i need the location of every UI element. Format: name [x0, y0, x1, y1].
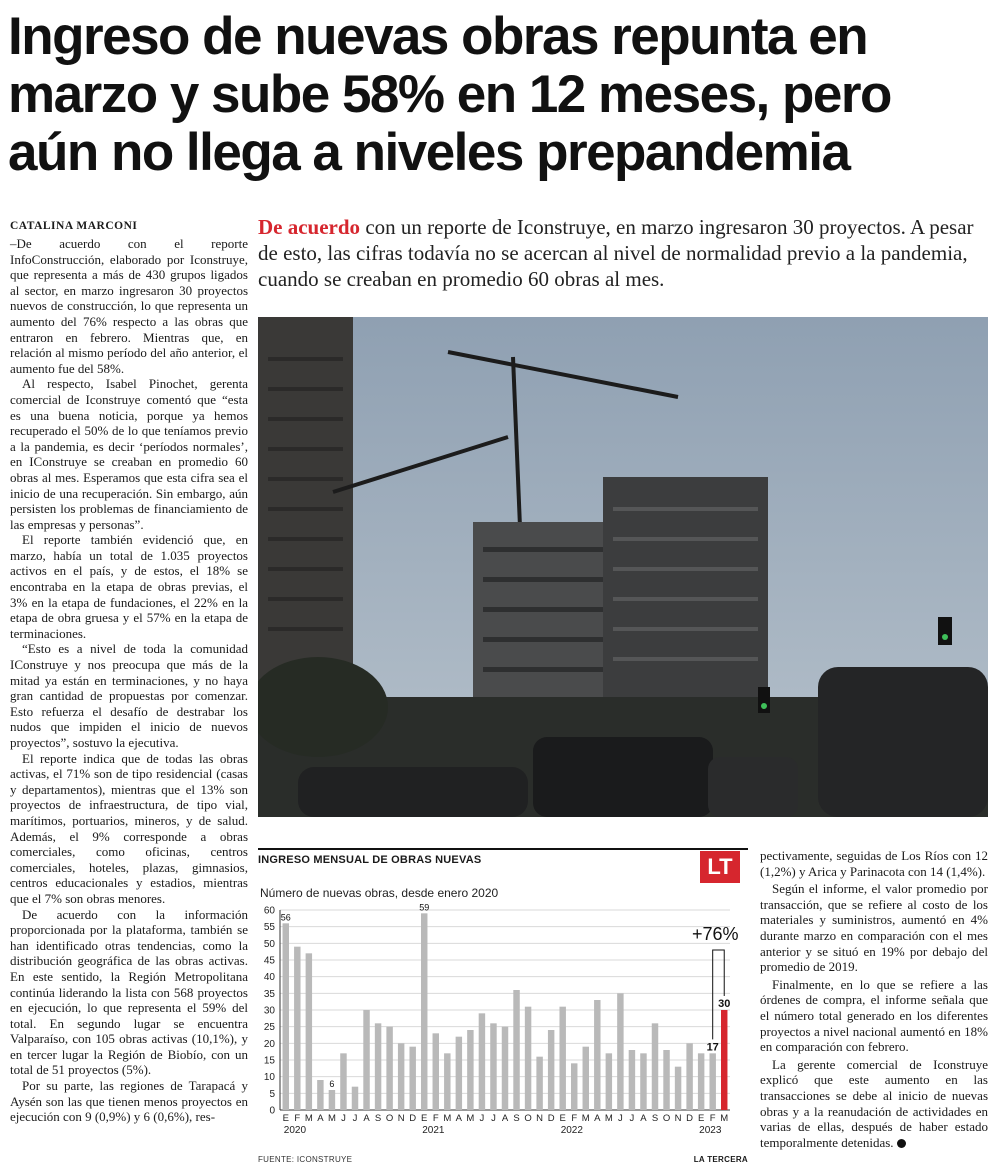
y-tick-label: 25	[263, 1022, 275, 1034]
bar	[456, 1037, 462, 1110]
bar	[606, 1053, 612, 1110]
bar	[513, 990, 519, 1110]
bar	[306, 953, 312, 1110]
y-tick-label: 55	[263, 922, 275, 934]
chart-source: FUENTE: ICONSTRUYE	[258, 1155, 353, 1164]
bar	[467, 1030, 473, 1110]
x-tick-label: M	[443, 1113, 452, 1124]
paragraph: Según el informe, el valor promedio por transacción, que se refiere al costo de los materiales y suministros, aumentó en 4% durante marzo en comparación con el mes anterior y se situó en 19% por debajo del promedio de 2019.	[760, 881, 988, 975]
x-tick-label: E	[421, 1113, 428, 1124]
bar	[409, 1047, 415, 1110]
year-label: 2021	[422, 1125, 445, 1136]
x-tick-label: A	[317, 1113, 324, 1124]
x-tick-label: D	[686, 1113, 694, 1124]
y-tick-label: 60	[263, 905, 275, 917]
bar	[502, 1027, 508, 1110]
x-tick-label: S	[374, 1113, 382, 1124]
paragraph: De acuerdo con la información proporcionada por la plataforma, también se han identificado otras tendencias, como la distribución geográfica de las obras activas. En este sentido, la Región Metropolitana continúa liderando la lista con 568 proyectos en ejecución, lo que representa el 59% del total. En segundo lugar se encuentra Valparaíso, con 105 obras activas (10,1%), y en tercer lugar la Región de Biobío, con un total de 51 proyectos (5%).	[10, 906, 248, 1078]
paragraph-text: La gerente comercial de Iconstruye explicó que este aumento en las transacciones se debe al inicio de nuevas obras y a la reanudación de actividades en varias de ellas, después de haber estado temporalmente detenidas.	[760, 1056, 988, 1150]
y-tick-label: 40	[263, 972, 275, 984]
bar	[398, 1043, 404, 1110]
y-tick-label: 50	[263, 938, 275, 950]
body-column-right	[760, 848, 988, 1152]
x-tick-label: A	[640, 1113, 647, 1124]
data-label: 17	[706, 1041, 719, 1054]
bar	[375, 1023, 381, 1110]
bar	[444, 1053, 450, 1110]
x-tick-label: J	[491, 1113, 496, 1124]
y-tick-label: 0	[269, 1105, 275, 1117]
data-label: 6	[329, 1079, 335, 1089]
bar	[571, 1063, 577, 1110]
x-tick-label: F	[432, 1113, 439, 1124]
x-tick-label: A	[501, 1113, 509, 1124]
x-tick-label: A	[363, 1113, 370, 1124]
x-tick-label: O	[662, 1113, 671, 1124]
bar	[283, 923, 289, 1110]
chart-brand: LA TERCERA	[693, 1155, 748, 1164]
paragraph	[760, 1057, 988, 1151]
x-tick-label: O	[385, 1113, 394, 1124]
x-tick-label: M	[304, 1113, 313, 1124]
x-tick-label: E	[697, 1113, 705, 1124]
paragraph: “Esto es a nivel de toda la comunidad IConstruye y nos preocupa que más de la mitad ya están en terminaciones, y no haya gran cantidad de propuestas por comenzar. Esto refuerza el desafío de destrabar los nudos que impiden el inicio de nuevos proyectos”, sostuvo la ejecutiva.	[10, 641, 248, 750]
y-tick-label: 20	[263, 1038, 275, 1050]
x-tick-label: N	[674, 1113, 682, 1124]
bar	[721, 1010, 727, 1110]
lead-kicker: De acuerdo	[258, 215, 361, 239]
end-of-article-icon: P	[897, 1139, 906, 1148]
bar	[698, 1053, 704, 1110]
bar	[675, 1067, 681, 1110]
bar	[617, 993, 623, 1110]
paragraph: pectivamente, seguidas de Los Ríos con 12 (1,2%) y Arica y Parinacota con 14 (1,4%).	[760, 848, 988, 879]
bar	[709, 1053, 715, 1110]
chart-subtitle: Número de nuevas obras, desde enero 2020	[260, 886, 499, 900]
data-label: 59	[419, 902, 430, 913]
x-tick-label: F	[571, 1113, 578, 1124]
bar	[329, 1090, 335, 1110]
y-tick-label: 35	[263, 988, 275, 1000]
bar	[294, 947, 300, 1110]
bar	[640, 1053, 646, 1110]
x-tick-label: O	[524, 1113, 532, 1124]
byline: CATALINA MARCONI	[10, 220, 138, 232]
bar	[421, 913, 427, 1110]
photo-illustration	[258, 317, 988, 817]
bar	[629, 1050, 635, 1110]
la-tercera-logo: LT	[700, 851, 740, 883]
x-tick-label: J	[352, 1113, 358, 1124]
x-tick-label: N	[536, 1113, 544, 1124]
paragraph: Al respecto, Isabel Pinochet, gerenta comercial de Iconstruye comentó que “esta es una buena noticia, porque ya hemos recuperado el 50% de lo que teníamos previo a la pandemia, es decir ‘períodos normales’, en IConstruye se creaban en promedio 60 obras al mes. Esperamos que esta cifra sea el inicio de una recuperación. Sin embargo, aún persisten los problemas de financiamiento de las empresas y personas”.	[10, 376, 248, 532]
chart-title: INGRESO MENSUAL DE OBRAS NUEVAS	[258, 854, 482, 866]
y-tick-label: 15	[263, 1055, 275, 1067]
x-tick-label: D	[409, 1113, 417, 1124]
x-tick-label: M	[720, 1113, 729, 1124]
bar	[386, 1027, 392, 1110]
chart-plot	[258, 898, 748, 1150]
lead-text: con un reporte de Iconstruye, en marzo ingresaron 30 proyectos. A pesar de esto, las cifras todavía no se acercan al nivel de normalidad previo a la pandemia, cuando se creaban en promedio 60 obras al mes.	[258, 215, 974, 291]
bar	[594, 1000, 600, 1110]
y-tick-label: 45	[263, 955, 275, 967]
paragraph: –De acuerdo con el reporte InfoConstrucción, elaborado por Iconstruye, que representa a más de 430 grupos ligados al sector, en marzo ingresaron 30 proyectos nuevos de construcción, lo que representa un aumento del 76% respecto a las obras que entraron en febrero. Mientras que, en relación al mismo período del año anterior, el aumento fue del 58%.	[10, 236, 248, 376]
headline: Ingreso de nuevas obras repunta en marzo y sube 58% en 12 meses, pero aún no llega a niveles prepandemia	[8, 7, 891, 182]
year-label: 2020	[283, 1125, 307, 1136]
data-label: 56	[280, 912, 291, 923]
x-tick-label: E	[282, 1113, 289, 1124]
x-tick-label: A	[455, 1113, 463, 1124]
y-tick-label: 30	[263, 1005, 275, 1017]
x-tick-label: J	[341, 1113, 346, 1124]
bar	[340, 1053, 346, 1110]
x-tick-label: F	[294, 1113, 301, 1124]
y-tick-label: 10	[263, 1072, 275, 1084]
bar	[433, 1033, 439, 1110]
x-tick-label: J	[479, 1113, 485, 1124]
bar	[363, 1010, 369, 1110]
x-tick-label: D	[547, 1113, 555, 1124]
growth-annotation: +76%	[691, 924, 739, 944]
x-tick-label: J	[629, 1113, 635, 1124]
bar	[548, 1030, 554, 1110]
paragraph: El reporte también evidenció que, en marzo, había un total de 1.035 proyectos activos en el país, y de estos, el 18% se encontraba en la etapa de obras previas, el 3% en la etapa de fundaciones, el 22% en la etapa de obra gruesa y el 57% en la etapa de terminaciones.	[10, 532, 248, 641]
y-tick-label: 5	[269, 1088, 275, 1100]
x-tick-label: M	[604, 1113, 613, 1124]
construction-photo	[258, 317, 988, 817]
x-tick-label: S	[651, 1113, 659, 1124]
x-tick-label: M	[327, 1113, 336, 1124]
bar	[559, 1007, 565, 1110]
paragraph: Por su parte, las regiones de Tarapacá y Aysén son las que tienen menos proyectos en ejecución con 9 (0,9%) y 6 (0,6%), res-	[10, 1078, 248, 1125]
paragraph: Finalmente, en lo que se refiere a las órdenes de compra, el informe señala que el número total generado en los diferentes proyectos a nivel nacional aumentó en 18% en comparación con febrero.	[760, 976, 988, 1055]
bar-chart	[258, 848, 748, 1164]
bar	[652, 1023, 658, 1110]
bar	[686, 1043, 692, 1110]
data-label: 30	[718, 998, 731, 1010]
bar	[663, 1050, 669, 1110]
x-tick-label: M	[581, 1113, 590, 1124]
year-label: 2023	[699, 1125, 722, 1136]
x-tick-label: A	[594, 1113, 601, 1124]
bar	[525, 1007, 531, 1110]
bar	[352, 1087, 358, 1110]
x-tick-label: J	[618, 1113, 623, 1124]
x-tick-label: F	[709, 1113, 716, 1124]
paragraph: El reporte indica que de todas las obras activas, el 71% son de tipo residencial (casas y departamentos), mientras que el 13% son proyectos de infraestructura, de tipo vial, marítimos, portuarios, mineros, y de salud. Además, el 9% corresponde a obras comerciales, como oficinas, centros comerciales, hoteles, plazas, gimnasios, centros educacionales y estadios, mientras que el 7% son obras menores.	[10, 750, 248, 906]
x-tick-label: S	[513, 1113, 520, 1124]
chart-top-rule	[258, 848, 748, 850]
body-column-left	[10, 236, 248, 1125]
bar	[479, 1013, 485, 1110]
bar	[317, 1080, 323, 1110]
x-tick-label: M	[466, 1113, 475, 1124]
bar	[536, 1057, 542, 1110]
x-tick-label: N	[397, 1113, 405, 1124]
year-label: 2022	[560, 1125, 583, 1136]
bar	[583, 1047, 589, 1110]
lead-paragraph	[258, 214, 988, 292]
x-tick-label: E	[559, 1113, 566, 1124]
bar	[490, 1023, 496, 1110]
